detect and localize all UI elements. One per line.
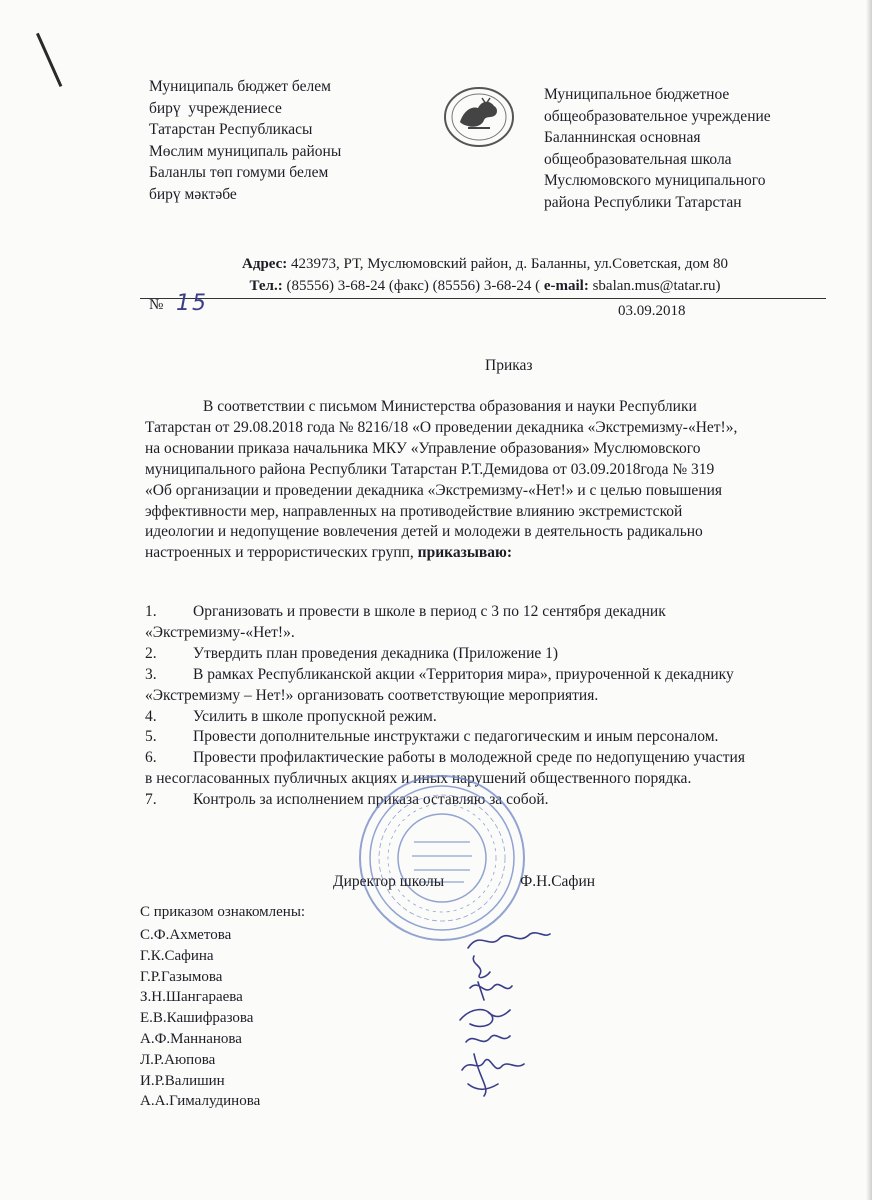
school-seal-stamp-icon — [356, 772, 528, 944]
order-number-handwritten: 15 — [176, 291, 208, 316]
item-number: 1. — [145, 603, 157, 620]
address-label: Адрес: — [242, 256, 288, 272]
acknowledged-list — [140, 925, 260, 1112]
item-number: 3. — [145, 665, 157, 683]
header-left-line: бирү мәктәбе — [149, 185, 237, 203]
phone-value: (85556) 3-68-24 (факс) (85556) 3-68-24 ( — [282, 278, 544, 294]
preamble-line: на основании приказа начальника МКУ «Управление образования» Муслюмовского — [145, 439, 701, 457]
preamble-last-text: настроенных и террористических групп, — [145, 544, 418, 562]
acknowledged-person: А.Ф.Маннанова — [140, 1030, 242, 1047]
header-left-line: Мөслим муниципаль районы — [149, 142, 342, 160]
list-item — [145, 748, 825, 769]
acknowledged-person: Л.Р.Аюпова — [140, 1051, 216, 1068]
scan-edge-shadow — [866, 0, 872, 1200]
order-date: 03.09.2018 — [618, 303, 686, 319]
phone-email-line — [140, 278, 830, 295]
header-right-line: района Республики Татарстан — [544, 193, 742, 211]
item-number: 2. — [145, 644, 157, 662]
email-label: e-mail: — [543, 278, 589, 294]
handwritten-signatures — [440, 920, 560, 1110]
director-name: Ф.Н.Сафин — [520, 873, 596, 890]
item-text: Организовать и провести в школе в период с 3 по 12 сентября декадник — [193, 603, 666, 620]
address-line — [140, 256, 830, 273]
item-number: 4. — [145, 707, 157, 725]
order-number-label: № — [149, 297, 164, 313]
acknowledged-person: З.Н.Шангараева — [140, 989, 243, 1006]
list-item-continuation: «Экстремизму – Нет!» организовать соответствующие мероприятия. — [145, 686, 599, 704]
list-item-continuation: в несогласованных публичных акциях и иных нарушений общественного порядка. — [145, 770, 692, 788]
header-right-line: Муниципальное бюджетное — [544, 86, 730, 103]
header-left-line: Баланлы төп гомуми белем — [149, 164, 329, 181]
item-number: 7. — [145, 791, 157, 809]
item-text: Усилить в школе пропускной режим. — [193, 707, 437, 725]
item-number: 6. — [145, 749, 157, 767]
acknowledged-person: Г.Р.Газымова — [140, 968, 223, 985]
phone-label: Тел.: — [249, 278, 283, 294]
header-left-line: Татарстан Республикасы — [149, 121, 313, 138]
list-item — [145, 644, 825, 665]
header-right-line: общеобразовательное учреждение — [544, 107, 771, 125]
list-item — [145, 665, 825, 686]
header-right-line: общеобразовательная школа — [544, 150, 732, 168]
preamble-line: идеологии и недопущение вовлечения детей и молодежи в деятельность радикально — [145, 523, 703, 541]
director-label: Директор школы — [333, 873, 445, 890]
item-text: Провести профилактические работы в молодежной среде по недопущению участия — [193, 749, 745, 767]
header-divider — [140, 298, 826, 299]
header-left-tatar — [149, 76, 341, 205]
header-right-russian — [544, 84, 771, 213]
acknowledged-title: С приказом ознакомлены: — [140, 904, 306, 920]
preamble-paragraph — [145, 397, 825, 564]
document-title: Приказ — [485, 357, 533, 374]
email-value: sbalan.mus@tatar.ru) — [588, 278, 721, 294]
list-item — [145, 707, 825, 728]
acknowledged-person: И.Р.Валишин — [140, 1072, 225, 1089]
header-right-line: Баланнинская основная — [544, 129, 701, 146]
preamble-line: В соответствии с письмом Министерства образования и науки Республики — [203, 398, 697, 415]
preamble-line: «Об организации и проведении декадника «Экстремизму-«Нет!» и с целью повышения — [145, 481, 723, 499]
header-left-line: бирү учреждениесе — [149, 99, 282, 117]
preamble-line: Татарстан от 29.08.2018 года № 8216/18 «О проведении декадника «Экстремизму-«Нет!», — [145, 418, 738, 436]
list-item-continuation: «Экстремизму-«Нет!». — [145, 623, 295, 641]
item-text: В рамках Республиканской акции «Территория мира», приуроченной к декаднику — [193, 665, 734, 683]
order-keyword: приказываю: — [417, 544, 513, 562]
header-left-line: Муниципаль бюджет белем — [149, 78, 331, 95]
tatarstan-emblem-icon — [438, 84, 520, 150]
preamble-line: муниципального района Республики Татарстан Р.Т.Демидова от 03.09.2018года № 319 — [145, 460, 715, 478]
list-item — [145, 727, 825, 748]
header-right-line: Муслюмовского муниципального — [544, 172, 766, 189]
preamble-last-line — [145, 543, 825, 564]
item-number: 5. — [145, 728, 157, 746]
acknowledged-person: С.Ф.Ахметова — [140, 927, 232, 943]
item-text: Контроль за исполнением приказа оставляю за собой. — [193, 791, 549, 809]
acknowledged-person: А.А.Гималудинова — [140, 1093, 261, 1110]
scan-scratch-mark — [36, 33, 62, 87]
acknowledged-person: Е.В.Кашифразова — [140, 1010, 254, 1027]
acknowledged-person: Г.К.Сафина — [140, 947, 214, 964]
list-item — [145, 602, 825, 623]
item-text: Провести дополнительные инструктажи с педагогическим и иным персоналом. — [193, 728, 719, 746]
preamble-line: эффективности мер, направленных на противодействие влиянию экстремистской — [145, 502, 683, 520]
item-text: Утвердить план проведения декадника (Приложение 1) — [193, 644, 559, 662]
address-value: 423973, РТ, Муслюмовский район, д. Баланны, ул.Советская, дом 80 — [287, 256, 728, 272]
